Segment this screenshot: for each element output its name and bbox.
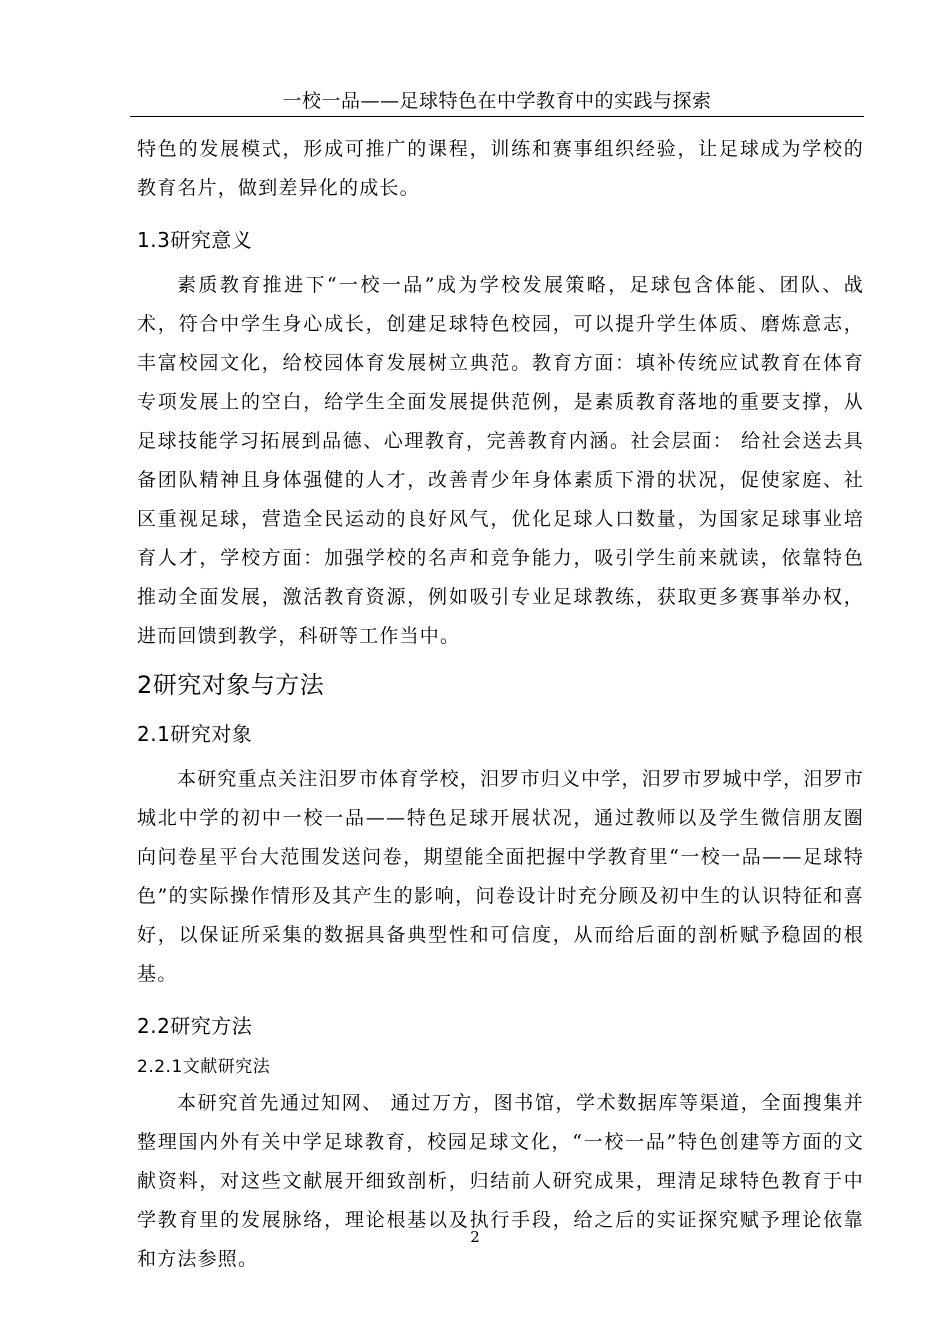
paragraph-literature-method: 本研究首先通过知网、 通过万方，图书馆，学术数据库等渠道，全面搜集并整理国内外有关中学足球教育，校园足球文化，“一校一品”特色创建等方面的文献资料，对这些文献展开细致剖析，归结前人研究成果，理清足球特色教育于中学教育里的发展脉络，理论根基以及执行手段，给之后的实证探究赋予理论依靠和方法参照。: [137, 1092, 864, 1270]
header-divider: [130, 116, 864, 117]
paragraph-research-object: 本研究重点关注汨罗市体育学校，汨罗市归义中学，汨罗市罗城中学，汨罗市城北中学的初中一校一品——特色足球开展状况，通过教师以及学生微信朋友圈向问卷星平台大范围发送问卷，期望能全面把握中学教育里“一校一品——足球特色”的实际操作情形及其产生的影响，问卷设计时充分顾及初中生的认识特征和喜好，以保证所采集的数据具备典型性和可信度，从而给后面的剖析赋予稳固的根基。: [137, 768, 864, 985]
paragraph-research-significance: 素质教育推进下“一校一品”成为学校发展策略，足球包含体能、团队、战术，符合中学生身心成长，创建足球特色校园，可以提升学生体质、磨炼意志，丰富校园文化，给校园体育发展树立典范。教育方面：填补传统应试教育在体育专项发展上的空白，给学生全面发展提供范例，是素质教育落地的重要支撑，从足球技能学习拓展到品德、心理教育，完善教育内涵。社会层面： 给社会送去具备团队精神且身体强健的人才，改善青少年身体素质下滑的状况，促使家庭、社区重视足球，营造全民运动的良好风气，优化足球人口数量，为国家足球事业培育人才，学校方面：加强学校的名声和竞争能力，吸引学生前来就读，依靠特色推动全面发展，激活教育资源，例如吸引专业足球教练，获取更多赛事举办权，进而回馈到教学，科研等工作当中。: [137, 274, 864, 647]
heading-2-2: 2.2研究方法: [137, 1014, 253, 1038]
page-body: [137, 130, 864, 1279]
heading-2: 2研究对象与方法: [137, 671, 325, 699]
heading-2-2-1: 2.2.1文献研究法: [137, 1057, 271, 1077]
running-header: 一校一品——足球特色在中学教育中的实践与探索: [282, 90, 712, 112]
heading-2-1: 2.1研究对象: [137, 722, 253, 746]
heading-1-3: 1.3研究意义: [137, 228, 253, 252]
paragraph-intro-continued: 特色的发展模式，形成可推广的课程，训练和赛事组织经验，让足球成为学校的教育名片，做到差异化的成长。: [137, 138, 864, 199]
page-number: 2: [470, 1228, 480, 1246]
